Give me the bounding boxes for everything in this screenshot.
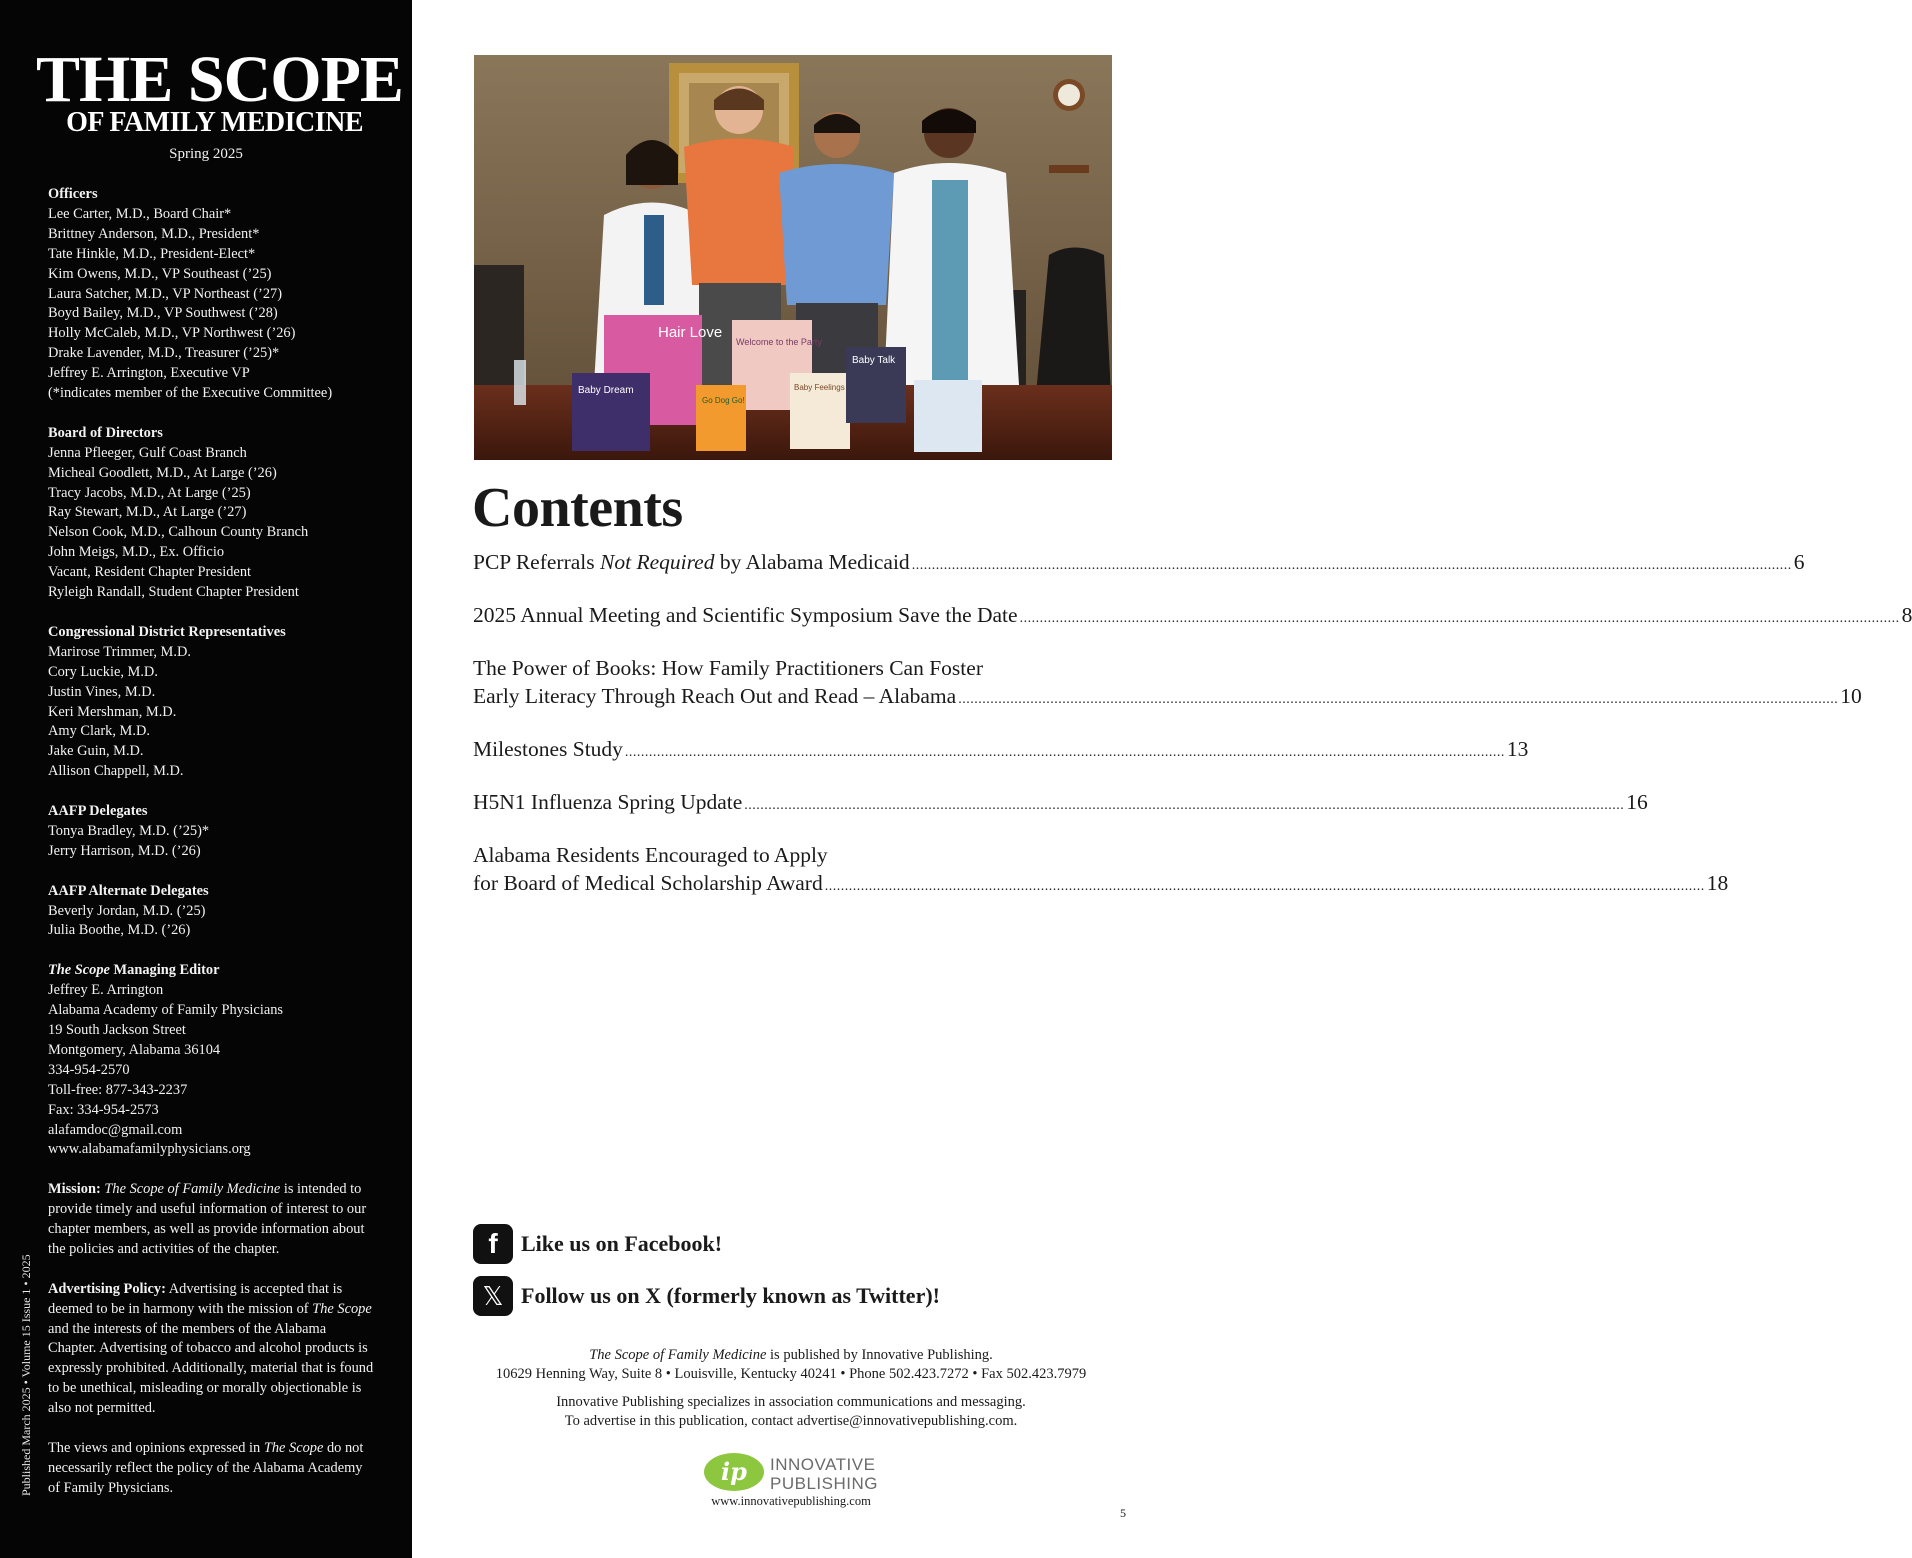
mission-label: Mission: [48,1181,101,1198]
officer-note: (*indicates member of the Executive Committee) [48,385,333,402]
rep-line: Marirose Trimmer, M.D. [48,643,191,660]
delegate-line: Jerry Harrison, M.D. (’26) [48,842,201,859]
toc-title-text[interactable]: H5N1 Influenza Spring Update [473,790,743,814]
facebook-link[interactable] [473,1224,940,1264]
publication-info-vertical: Published March 2025 • Volume 15 Issue 1 • 2025 [19,1254,33,1496]
rep-line: Allison Chappell, M.D. [48,763,184,780]
rep-line: Cory Luckie, M.D. [48,663,158,680]
toc-leader-dots: ............................................................................................................................................................................................................................ [958,692,1839,707]
publisher-advertise: To advertise in this publication, contact advertise@innovativepublishing.com. [564,1413,1018,1429]
toc-leader-dots: ............................................................................................................................................................................................................................ [911,558,1792,573]
photo-illustration [474,55,1112,460]
sidebar [0,0,412,1558]
toc-page-number[interactable]: 13 [1506,737,1529,761]
toc-entry-title[interactable] [473,682,956,710]
publisher-line1-rest: is published by Innovative Publishing. [766,1347,993,1363]
toc-entry-title[interactable] [473,735,623,763]
logo-line1: INNOVATIVE [770,1455,876,1474]
editor-heading [48,961,378,981]
officer-line: Holly McCaleb, M.D., VP Northwest (’26) [48,325,296,342]
officer-line: Boyd Bailey, M.D., VP Southwest (’28) [48,305,278,322]
x-link[interactable] [473,1276,940,1316]
congressional-heading: Congressional District Representatives [48,623,286,640]
page-number: 5 [1120,1506,1126,1520]
innovative-publishing-logo [704,1450,894,1494]
alternates-heading: AAFP Alternate Delegates [48,882,209,899]
book-title: Hair Love [658,324,723,341]
facebook-label[interactable]: Like us on Facebook! [521,1231,723,1256]
sidebar-body [48,185,378,1499]
book-title: Welcome to the Party [736,337,822,347]
toc-entry-row[interactable] [473,735,1529,767]
toc-page-number[interactable]: 10 [1840,684,1862,708]
board-section [48,424,378,603]
rep-line: Amy Clark, M.D. [48,723,150,740]
toc-leader-dots: ............................................................................................................................................................................................................................ [1019,611,1900,626]
officer-line: Tate Hinkle, M.D., President-Elect* [48,245,256,262]
toc-leader-dots: ............................................................................................................................................................................................................................ [744,798,1625,813]
toc-title-text[interactable]: PCP Referrals [473,550,600,574]
rep-line: Jake Guin, M.D. [48,743,144,760]
views-paragraph [48,1439,378,1499]
toc-entry-title[interactable] [473,601,1018,629]
alternate-line: Beverly Jordan, M.D. (’25) [48,902,206,919]
toc-entry[interactable] [473,654,1862,714]
officer-line: Laura Satcher, M.D., VP Northeast (’27) [48,285,283,302]
x-label[interactable]: Follow us on X (formerly known as Twitter)! [521,1283,940,1308]
toc-leader-dots: ............................................................................................................................................................................................................................ [624,745,1505,760]
delegate-line: Tonya Bradley, M.D. (’25)* [48,822,210,839]
officers-section [48,185,378,404]
delegates-heading: AAFP Delegates [48,803,148,820]
masthead [36,43,403,138]
toc-page-number[interactable]: 16 [1626,790,1648,814]
advertising-italic: The Scope [312,1300,372,1317]
toc-page-number[interactable]: 18 [1706,871,1729,895]
x-icon[interactable]: 𝕏 [473,1276,513,1316]
mission-text: is intended to provide timely and useful information of interest to our chapter members, as well as provide information about the policies and activities of the chapter. [48,1181,367,1257]
toc-title-italic[interactable]: Not Required [600,550,715,574]
toc-page-number[interactable]: 8 [1901,603,1912,627]
alternates-section [48,882,378,942]
editor-section [48,961,378,1160]
toc-title-text[interactable]: by Alabama Medicaid [714,550,910,574]
delegates-section [48,802,378,862]
publisher-line1 [412,1346,1170,1365]
toc-entry[interactable] [473,841,1729,901]
editor-heading-italic: The Scope [48,962,110,979]
board-line: Jenna Pfleeger, Gulf Coast Branch [48,444,247,461]
officer-line: Brittney Anderson, M.D., President* [48,225,260,242]
toc-leader-dots: ............................................................................................................................................................................................................................ [824,879,1705,894]
editor-name: Jeffrey E. Arrington [48,982,164,999]
editor-website[interactable]: www.alabamafamilyphysicians.org [48,1141,251,1158]
toc-entry-title[interactable] [473,548,910,576]
editor-heading-rest: Managing Editor [109,962,220,979]
toc-entry-title[interactable] [473,788,742,816]
congressional-section [48,623,378,782]
advertising-label: Advertising Policy: [48,1280,166,1297]
book-title: Go Dog Go! [702,396,745,405]
toc-title-text[interactable]: 2025 Annual Meeting and Scientific Symposium Save the Date [473,603,1018,627]
editor-tollfree: Toll-free: 877-343-2237 [48,1081,188,1098]
toc-entry[interactable] [473,788,1648,820]
contents-heading: Contents [472,477,683,539]
table-of-contents [473,548,1912,922]
board-line: Tracy Jacobs, M.D., At Large (’25) [48,484,251,501]
board-line: Ray Stewart, M.D., At Large (’27) [48,504,247,521]
board-line: John Meigs, M.D., Ex. Officio [48,544,225,561]
board-line: Ryleigh Randall, Student Chapter President [48,584,299,601]
book-title: Baby Dream [578,385,634,396]
advertising-paragraph [48,1280,378,1419]
alternate-line: Julia Boothe, M.D. (’26) [48,922,191,939]
book-title: Baby Feelings [794,383,845,392]
board-line: Vacant, Resident Chapter President [48,564,252,581]
mission-paragraph [48,1180,378,1260]
views-italic: The Scope [263,1439,324,1456]
rep-line: Justin Vines, M.D. [48,683,156,700]
rep-line: Keri Mershman, M.D. [48,703,177,720]
board-line: Micheal Goodlett, M.D., At Large (’26) [48,464,277,481]
publisher-italic: The Scope of Family Medicine [589,1347,767,1363]
advertising-text2: and the interests of the members of the Alabama Chapter. Advertising of tobacco and alcohol products is expressly prohibited. Additionally, material that is found to be unethical, misleading or morally objectionable is also not permitted. [48,1320,374,1417]
toc-title-text[interactable]: Milestones Study [473,737,623,761]
advertising-text1: Advertising is accepted that is deemed to be in harmony with the mission of [48,1280,343,1317]
mission-italic: The Scope of Family Medicine [104,1181,281,1198]
editor-city: Montgomery, Alabama 36104 [48,1041,221,1058]
issue-label: Spring 2025 [169,146,243,162]
publisher-url[interactable]: www.innovativepublishing.com [711,1494,871,1508]
board-heading: Board of Directors [48,424,163,441]
publisher-info [412,1346,1170,1431]
toc-title-text[interactable]: Early Literacy Through Reach Out and Read – Alabama [473,684,957,708]
views-text1: The views and opinions expressed in [48,1439,264,1456]
toc-entry-row[interactable] [473,548,1805,580]
editor-phone: 334-954-2570 [48,1061,130,1078]
editor-org: Alabama Academy of Family Physicians [48,1002,283,1019]
masthead-title: THE SCOPE [36,43,403,116]
cover-photo [474,55,1112,460]
officer-line: Kim Owens, M.D., VP Southeast (’25) [48,265,272,282]
toc-entry-row[interactable] [473,788,1648,820]
publisher-address: 10629 Henning Way, Suite 8 • Louisville, Kentucky 40241 • Phone 502.423.7272 • Fax 502.423.7979 [495,1366,1087,1382]
officer-line: Jeffrey E. Arrington, Executive VP [48,365,250,382]
editor-email[interactable]: alafamdoc@gmail.com [48,1121,183,1138]
toc-entry-line[interactable]: Alabama Residents Encouraged to Apply [473,843,828,867]
editor-fax: Fax: 334-954-2573 [48,1101,159,1118]
toc-entry-row[interactable] [473,682,1862,714]
toc-entry[interactable] [473,548,1805,580]
toc-title-text[interactable]: for Board of Medical Scholarship Award [473,871,823,895]
book-title: Baby Talk [852,355,896,366]
toc-entry-row[interactable] [473,869,1729,901]
toc-entry-row[interactable] [473,601,1912,633]
logo-line2: PUBLISHING [770,1474,878,1493]
toc-entry[interactable] [473,601,1912,633]
logo-mark: ip [721,1457,747,1486]
board-line: Nelson Cook, M.D., Calhoun County Branch [48,524,309,541]
facebook-icon[interactable]: f [473,1224,513,1264]
views-text2: do not necessarily reflect the policy of the Alabama Academy of Family Physicians. [48,1439,364,1496]
masthead-subtitle: OF FAMILY MEDICINE [66,107,363,138]
toc-entry[interactable] [473,735,1529,767]
toc-page-number[interactable]: 6 [1793,550,1805,574]
toc-entry-title[interactable] [473,869,823,897]
officers-heading: Officers [48,186,98,202]
editor-street: 19 South Jackson Street [48,1021,186,1038]
social-links [473,1224,940,1328]
toc-entry-line[interactable]: The Power of Books: How Family Practitioners Can Foster [473,656,983,680]
officer-line: Drake Lavender, M.D., Treasurer (’25)* [48,345,280,362]
publisher-specialty: Innovative Publishing specializes in association communications and messaging. [556,1394,1026,1410]
officer-line: Lee Carter, M.D., Board Chair* [48,205,232,222]
